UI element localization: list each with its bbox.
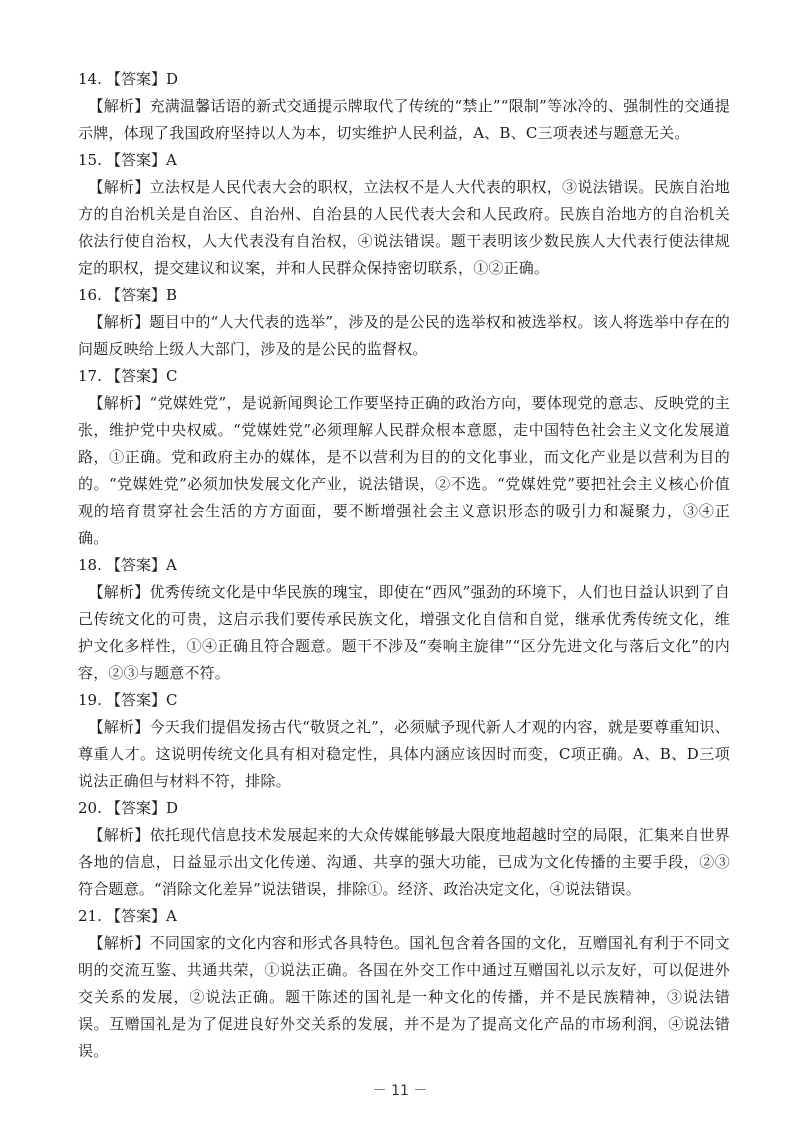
answer-text: 【答案】A bbox=[106, 151, 177, 169]
answer-text: 【答案】D bbox=[106, 70, 179, 88]
entry-15 bbox=[78, 147, 730, 282]
question-number: 20. bbox=[78, 799, 102, 817]
question-number: 17. bbox=[78, 367, 102, 385]
answer-line bbox=[78, 147, 730, 174]
answer-text: 【答案】A bbox=[106, 556, 177, 574]
entry-16 bbox=[78, 282, 730, 363]
answer-text: 【答案】B bbox=[106, 286, 178, 304]
explanation-text: 【解析】充满温馨话语的新式交通提示牌取代了传统的“禁止”“限制”等冰冷的、强制性的交通提示牌，体现了我国政府坚持以人为本，切实维护人民利益，A、B、C三项表述与题意无关。 bbox=[78, 97, 730, 142]
explanation-text: 【解析】立法权是人民代表大会的职权，立法权不是人大代表的职权，③说法错误。民族自治地方的自治机关是自治区、自治州、自治县的人民代表大会和人民政府。民族自治地方的自治机关依法行使自治权，人大代表没有自治权，④说法错误。题干表明该少数民族人大代表行使法律规定的职权，提交建议和议案，并和人民群众保持密切联系，①②正确。 bbox=[78, 178, 730, 277]
answer-text: 【答案】A bbox=[106, 907, 177, 925]
explanation-text: 【解析】“党媒姓党”，是说新闻舆论工作要坚持正确的政治方向，要体现党的意志、反映党的主张，维护党中央权威。“党媒姓党”必须理解人民群众根本意愿，走中国特色社会主义文化发展道路，①正确。党和政府主办的媒体，是不以营利为目的的文化事业，而文化产业是以营利为目的的。“党媒姓党”必须加快发展文化产业，说法错误，②不选。“党媒姓党”要把社会主义核心价值观的培育贯穿社会生活的方方面面，要不断增强社会主义意识形态的吸引力和凝聚力，③④正确。 bbox=[78, 394, 730, 547]
question-number: 18. bbox=[78, 556, 102, 574]
entry-20 bbox=[78, 795, 730, 903]
explanation-text: 【解析】优秀传统文化是中华民族的瑰宝，即使在“西风”强劲的环境下，人们也日益认识到了自己传统文化的可贵，这启示我们要传承民族文化，增强文化自信和自觉，继承优秀传统文化，维护文化多样性，①④正确且符合题意。题干不涉及“奏响主旋律”“区分先进文化与落后文化”的内容，②③与题意不符。 bbox=[78, 583, 730, 682]
answer-key-page bbox=[78, 66, 730, 1065]
answer-line bbox=[78, 282, 730, 309]
answer-text: 【答案】D bbox=[106, 799, 179, 817]
question-number: 16. bbox=[78, 286, 102, 304]
entry-14 bbox=[78, 66, 730, 147]
answer-text: 【答案】C bbox=[106, 691, 178, 709]
question-number: 19. bbox=[78, 691, 102, 709]
question-number: 15. bbox=[78, 151, 102, 169]
question-number: 14. bbox=[78, 70, 102, 88]
entry-19 bbox=[78, 687, 730, 795]
entry-18 bbox=[78, 552, 730, 687]
explanation-text: 【解析】题目中的“人大代表的选举”，涉及的是公民的选举权和被选举权。该人将选举中存在的问题反映给上级人大部门，涉及的是公民的监督权。 bbox=[78, 313, 730, 358]
explanation-text: 【解析】依托现代信息技术发展起来的大众传媒能够最大限度地超越时空的局限，汇集来自世界各地的信息，日益显示出文化传递、沟通、共享的强大功能，已成为文化传播的主要手段，②③符合题意。“消除文化差异”说法错误，排除①。经济、政治决定文化，④说法错误。 bbox=[78, 826, 730, 898]
answer-text: 【答案】C bbox=[106, 367, 178, 385]
answer-line bbox=[78, 552, 730, 579]
entry-21 bbox=[78, 903, 730, 1065]
answer-line bbox=[78, 363, 730, 390]
answer-line bbox=[78, 795, 730, 822]
answer-line bbox=[78, 66, 730, 93]
question-number: 21. bbox=[78, 907, 102, 925]
explanation-text: 【解析】不同国家的文化内容和形式各具特色。国礼包含着各国的文化，互赠国礼有利于不同文明的交流互鉴、共通共荣，①说法正确。各国在外交工作中通过互赠国礼以示友好，可以促进外交关系的发展，②说法正确。题干陈述的国礼是一种文化的传播，并不是民族精神，③说法错误。互赠国礼是为了促进良好外交关系的发展，并不是为了提高文化产品的市场利润，④说法错误。 bbox=[78, 934, 730, 1060]
page-number: － 11 － bbox=[372, 1083, 428, 1099]
explanation-text: 【解析】今天我们提倡发扬古代“敬贤之礼”，必须赋予现代新人才观的内容，就是要尊重知识、尊重人才。这说明传统文化具有相对稳定性，具体内涵应该因时而变，C项正确。A、B、D三项说法正确但与材料不符，排除。 bbox=[78, 718, 730, 790]
answer-line bbox=[78, 903, 730, 930]
answer-line bbox=[78, 687, 730, 714]
entry-17 bbox=[78, 363, 730, 552]
